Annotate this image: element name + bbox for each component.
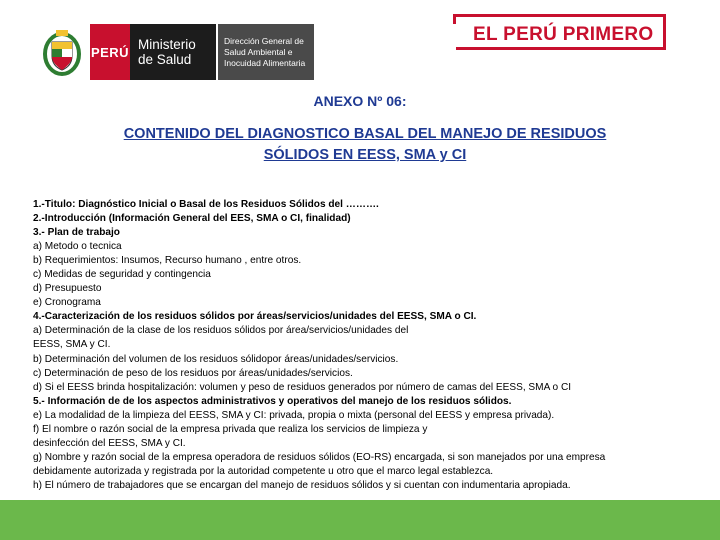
footer-bar xyxy=(0,500,720,540)
content-line: a) Metodo o tecnica xyxy=(33,241,122,253)
logo-text xyxy=(470,24,657,46)
ministry-name xyxy=(130,24,216,80)
content-line: e) Cronograma xyxy=(33,297,101,309)
content-line: b) Determinación del volumen de los residuos sólidopor áreas/unidades/servicios. xyxy=(33,353,399,365)
content-line: 4.-Caracterización de los residuos sólidos por áreas/servicios/unidades del EESS, SMA o CI. xyxy=(33,311,477,323)
content-line: b) Requerimientos: Insumos, Recurso humano , entre otros. xyxy=(33,255,302,267)
content-line: 3.- Plan de trabajo xyxy=(33,227,120,239)
coat-of-arms-icon xyxy=(40,24,84,80)
content-line: c) Medidas de seguridad y contingencia xyxy=(33,269,211,281)
ministry-line-1: Ministerio xyxy=(138,37,196,52)
content-line: desinfección del EESS, SMA y CI. xyxy=(33,437,186,449)
document-subtitle xyxy=(40,124,690,166)
content-line: d) Presupuesto xyxy=(33,283,102,295)
content-line: 5.- Información de de los aspectos administrativos y operativos del manejo de los residuos sólidos. xyxy=(33,395,512,407)
logo-word-1: EL xyxy=(473,24,498,45)
content-line: d) Si el EESS brinda hospitalización: volumen y peso de residuos generados por número de camas del EESS, SMA o CI xyxy=(33,381,572,393)
logo-word-2: PERÚ xyxy=(503,24,558,45)
directorate-line-2: Salud Ambiental e xyxy=(224,46,293,57)
subtitle-line-1: CONTENIDO DEL DIAGNOSTICO BASAL DEL MANEJO DE RESIDUOS xyxy=(123,126,607,142)
content-line: f) El nombre o razón social de la empresa privada que realiza los servicios de limpieza y xyxy=(33,423,428,435)
peru-label: PERÚ xyxy=(90,24,130,80)
content-line: e) La modalidad de la limpieza del EESS, SMA y CI: privada, propia o mixta (personal del EESS y empresa privada). xyxy=(33,409,555,421)
content-line: h) El número de trabajadores que se encargan del manejo de residuos sólidos y si cuentan con indumentaria apropiada. xyxy=(33,479,571,491)
logo-word-3: PRIMERO xyxy=(562,24,654,45)
content-list xyxy=(33,198,718,493)
content-line: 2.-Introducción (Información General del EES, SMA o CI, finalidad) xyxy=(33,213,351,225)
content-line: 1.-Titulo: Diagnóstico Inicial o Basal de los Residuos Sólidos del ………. xyxy=(33,199,379,210)
directorate-name xyxy=(218,24,314,80)
subtitle-line-2: SÓLIDOS EN EESS, SMA y CI xyxy=(263,147,467,163)
ministry-line-2: de Salud xyxy=(138,52,192,67)
directorate-line-1: Dirección General de xyxy=(224,35,304,46)
annex-title: ANEXO Nº 06: xyxy=(313,93,407,109)
content-line: c) Determinación de peso de los residuos por áreas/unidades/servicios. xyxy=(33,367,353,379)
content-line: EESS, SMA y CI. xyxy=(33,339,111,351)
el-peru-primero-logo xyxy=(456,14,670,52)
content-line: debidamente autorizada y registrada por la autoridad competente u otro que el marco legal establezca. xyxy=(33,465,494,477)
minsa-logo xyxy=(40,24,314,80)
content-line: g) Nombre y razón social de la empresa operadora de residuos sólidos (EO-RS) encargada, si son manejados por una empresa xyxy=(33,451,606,463)
content-line: a) Determinación de la clase de los residuos sólidos por área/servicios/unidades del xyxy=(33,325,409,337)
directorate-line-3: Inocuidad Alimentaria xyxy=(224,57,306,68)
